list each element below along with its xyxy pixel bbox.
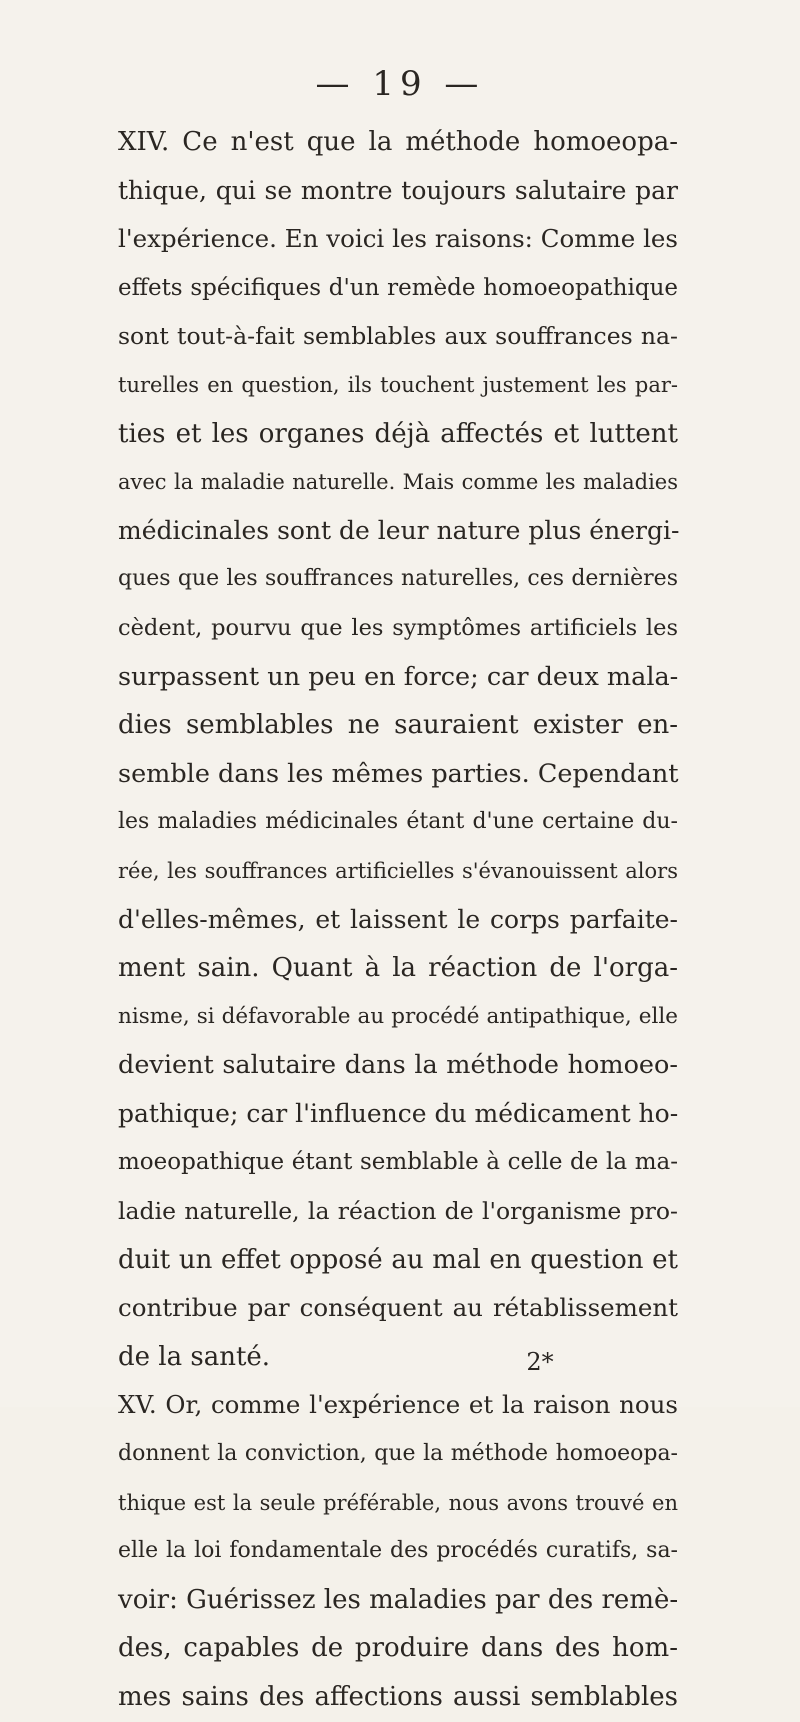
page-number-header: — 19 —	[315, 64, 485, 104]
text-line: mes sains des affections aussi semblables	[118, 1682, 678, 1712]
text-line: surpassent un peu en force; car deux mala-	[118, 661, 679, 692]
text-line: avec la maladie naturelle. Mais comme les maladies	[118, 470, 678, 495]
text-line: semble dans les mêmes parties. Cependant	[118, 758, 679, 789]
text-line: pathique; car l'influence du médicament ho-	[118, 1098, 679, 1128]
text-line: ladie naturelle, la réaction de l'organisme pro-	[118, 1197, 678, 1226]
text-line: les maladies médicinales étant d'une certaine du-	[118, 809, 678, 835]
text-line: moeopathique étant semblable à celle de la ma-	[118, 1149, 678, 1176]
text-line: ment sain. Quant à la réaction de l'orga-	[118, 953, 678, 984]
text-line: des, capables de produire dans des hom-	[118, 1633, 678, 1664]
text-line: dies semblables ne sauraient exister en-	[118, 710, 678, 741]
text-line: thique est la seule préférable, nous avons trouvé en	[118, 1490, 678, 1515]
text-line: nisme, si défavorable au procédé antipathique, elle	[118, 1003, 678, 1029]
text-line: turelles en question, ils touchent justement les par-	[118, 372, 678, 397]
text-line: XIV. Ce n'est que la méthode homoeopa-	[118, 127, 678, 157]
text-line: effets spécifiques d'un remède homoeopathique	[118, 274, 678, 301]
text-line: l'expérience. En voici les raisons: Comme les	[118, 224, 678, 254]
text-line: de la santé.	[118, 1341, 271, 1372]
text-line: thique, qui se montre toujours salutaire par	[118, 175, 678, 205]
text-line: voir: Guérissez les maladies par des remè-	[118, 1584, 679, 1615]
text-line: contribue par conséquent au rétablissement	[118, 1293, 678, 1323]
body-text	[118, 118, 678, 1722]
text-line: elle la loi fondamentale des procédés curatifs, sa-	[118, 1538, 678, 1564]
text-line: devient salutaire dans la méthode homoeo-	[118, 1050, 678, 1081]
text-line: sont tout-à-fait semblables aux souffrances na-	[118, 322, 678, 351]
text-line: ques que les souffrances naturelles, ces dernières	[118, 566, 678, 592]
text-line: médicinales sont de leur nature plus énergi-	[118, 515, 680, 545]
text-line: donnent la conviction, que la méthode homoeopa-	[118, 1441, 678, 1467]
text-line: d'elles-mêmes, et laissent le corps parfaite-	[118, 904, 678, 934]
signature-mark: 2*	[526, 1348, 554, 1376]
text-line: duit un effet opposé au mal en question et	[118, 1244, 678, 1275]
text-line: cèdent, pourvu que les symptômes artificiels les	[118, 614, 678, 641]
text-line: rée, les souffrances artificielles s'évanouissent alors	[118, 858, 678, 883]
text-line: XV. Or, comme l'expérience et la raison nous	[118, 1390, 678, 1420]
text-line: ties et les organes déjà affectés et luttent	[118, 418, 678, 449]
